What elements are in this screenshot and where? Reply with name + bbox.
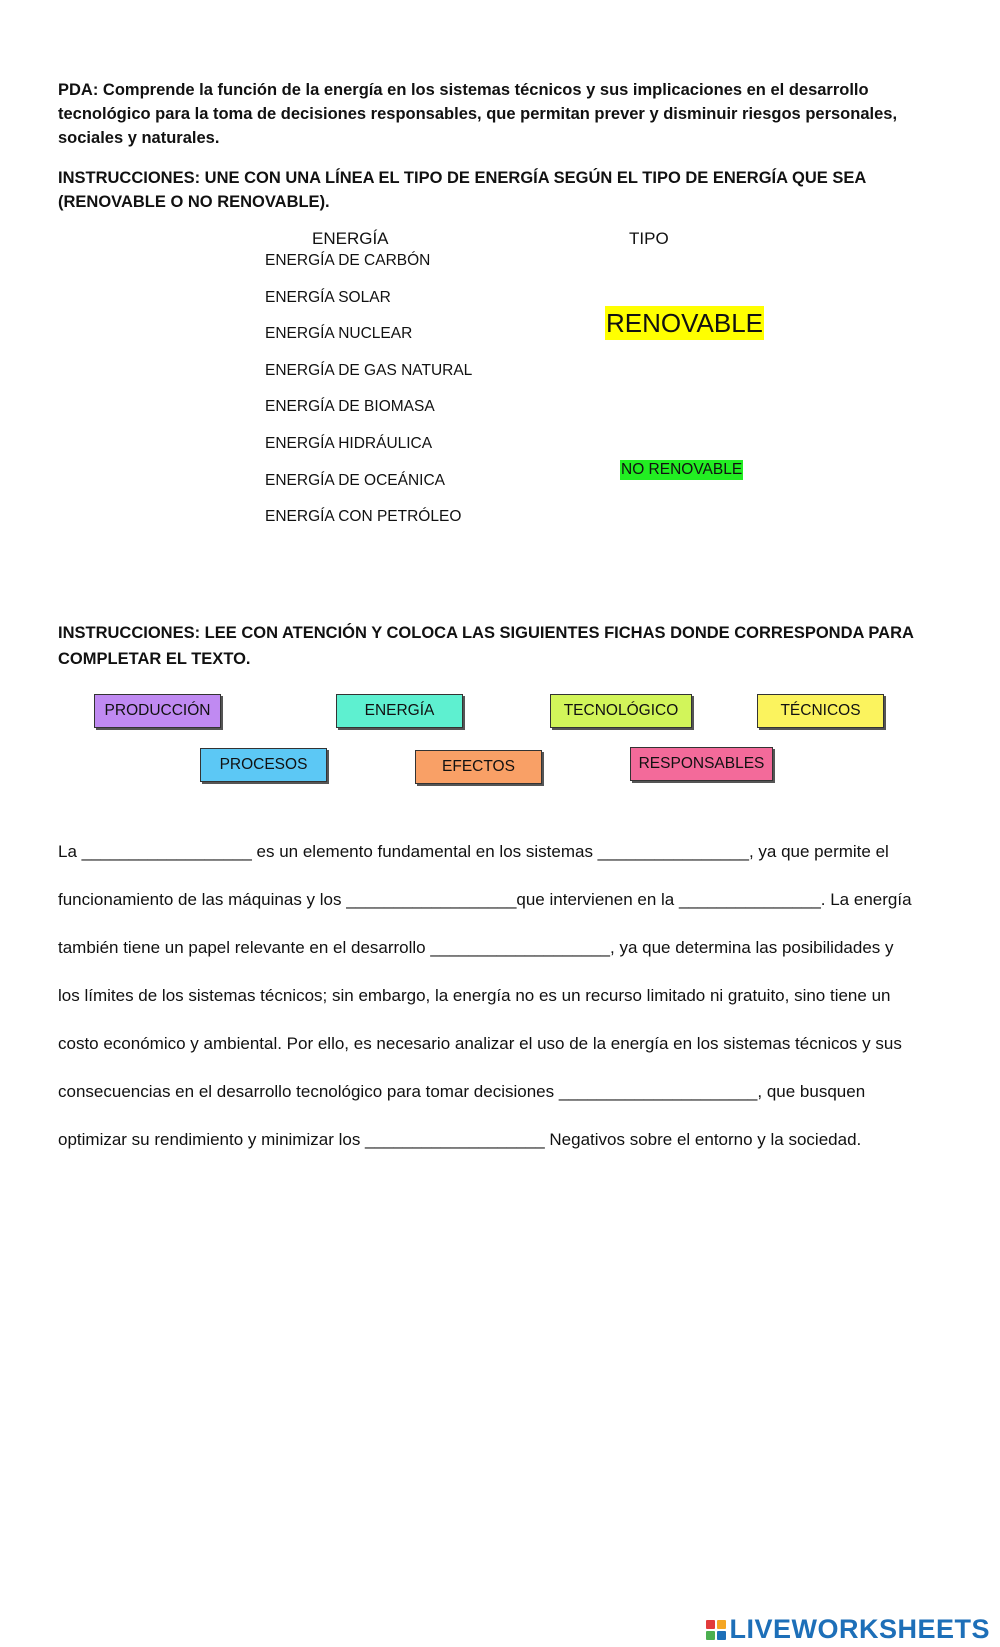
energy-item[interactable]: ENERGÍA DE GAS NATURAL (265, 362, 473, 379)
type-column-header: TIPO (629, 229, 669, 248)
energy-item[interactable]: ENERGÍA DE OCEÁNICA (265, 472, 446, 489)
chip-energia[interactable]: ENERGÍA (336, 694, 463, 728)
chip-tecnicos[interactable]: TÉCNICOS (757, 694, 884, 728)
paragraph-line: los límites de los sistemas técnicos; sin embargo, la energía no es un recurso limitado ni gratuito, sino tiene un (58, 986, 891, 1005)
energy-item[interactable]: ENERGÍA CON PETRÓLEO (265, 508, 462, 525)
liveworksheets-logo (706, 1614, 990, 1645)
logo-text: LIVEWORKSHEETS (729, 1614, 990, 1644)
paragraph-line: optimizar su rendimiento y minimizar los ___________________ Negativos sobre el entorno y la sociedad. (58, 1130, 862, 1149)
chip-efectos[interactable]: EFECTOS (415, 750, 542, 784)
energy-item[interactable]: ENERGÍA SOLAR (265, 289, 391, 306)
pda-statement: PDA: Comprende la función de la energía en los sistemas técnicos y sus implicaciones en el desarrollo tecnológico para la toma de decisiones responsables, que permitan prever y disminuir riesgos personales, sociales y naturales. (58, 81, 898, 147)
energy-item[interactable]: ENERGÍA NUCLEAR (265, 325, 413, 342)
type-renovable[interactable]: RENOVABLE (606, 308, 764, 338)
energy-item[interactable]: ENERGÍA DE BIOMASA (265, 398, 435, 415)
logo-mark-icon (706, 1620, 726, 1640)
energy-item[interactable]: ENERGÍA HIDRÁULICA (265, 435, 433, 452)
paragraph-line: La __________________ es un elemento fundamental en los sistemas ________________, ya que permite el (58, 842, 889, 861)
chip-responsables[interactable]: RESPONSABLES (630, 747, 773, 781)
paragraph-line: consecuencias en el desarrollo tecnológico para tomar decisiones _____________________, que busquen (58, 1082, 866, 1101)
energy-column-header: ENERGÍA (312, 229, 389, 248)
chip-procesos[interactable]: PROCESOS (200, 748, 327, 782)
chip-tecnologico[interactable]: TECNOLÓGICO (550, 694, 692, 728)
paragraph-line: funcionamiento de las máquinas y los __________________que intervienen en la _______________. La energía (58, 890, 912, 909)
energy-item[interactable]: ENERGÍA DE CARBÓN (265, 252, 431, 269)
instructions-matching: INSTRUCCIONES: UNE CON UNA LÍNEA EL TIPO DE ENERGÍA SEGÚN EL TIPO DE ENERGÍA QUE SEA (RENOVABLE O NO RENOVABLE). (58, 169, 866, 211)
chip-produccion[interactable]: PRODUCCIÓN (94, 694, 221, 728)
type-no-renovable[interactable]: NO RENOVABLE (621, 461, 743, 478)
instructions-fill-text: INSTRUCCIONES: LEE CON ATENCIÓN Y COLOCA LAS SIGUIENTES FICHAS DONDE CORRESPONDA PARA COMPLETAR EL TEXTO. (58, 624, 914, 668)
paragraph-line: también tiene un papel relevante en el desarrollo ___________________, ya que determina las posibilidades y (58, 938, 894, 957)
paragraph-line: costo económico y ambiental. Por ello, es necesario analizar el uso de la energía en los sistemas técnicos y sus (58, 1034, 902, 1053)
